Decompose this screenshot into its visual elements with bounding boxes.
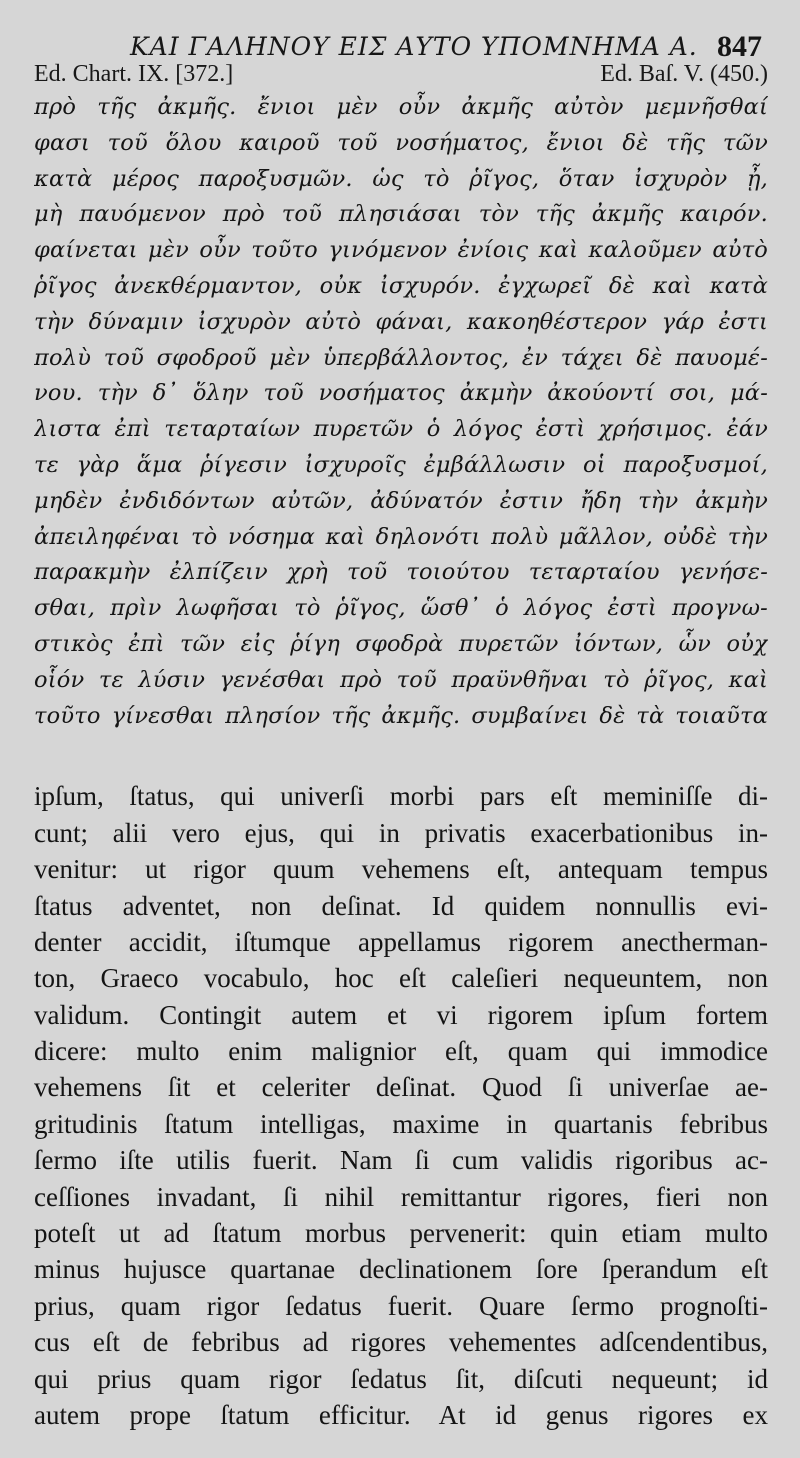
latin-text-block <box>34 778 768 1433</box>
greek-text-line: ἀπειληφέναι τὸ νόσημα καὶ δηλονότι πολὺ μᾶλλον, οὐδὲ τὴν <box>34 523 768 550</box>
greek-text-line: φασι τοῦ ὅλου καιροῦ τοῦ νοσήματος, ἔνιοι δὲ τῆς τῶν <box>34 129 768 156</box>
greek-text-line: ῥῖγος ἀνεκθέρμαντον, οὐκ ἰσχυρόν. ἐγχωρεῖ δὲ καὶ κατὰ <box>34 272 768 299</box>
greek-text-line: κατὰ μέρος παροξυσμῶν. ὡς τὸ ῥῖγος, ὅταν ἰσχυρὸν ᾖ, <box>34 165 768 192</box>
latin-text-line: cus eſt de febribus ad rigores vehementes adſcendentibus, <box>34 1327 768 1358</box>
edition-reference-line <box>34 60 768 88</box>
latin-text-line: autem prope ſtatum efficitur. At id genus rigores ex <box>34 1399 768 1430</box>
greek-text-line: στικὸς ἐπὶ τῶν εἰς ῥίγη σφοδρὰ πυρετῶν ἰόντων, ὧν οὐχ <box>34 630 768 657</box>
latin-text-line: ceſſiones invadant, ſi nihil remittantur rigores, fieri non <box>34 1181 768 1212</box>
greek-text-line: τοῦτο γίνεσθαι πλησίον τῆς ἀκμῆς. συμβαίνει δὲ τὰ τοιαῦτα <box>34 702 768 729</box>
greek-text-line: παρακμὴν ἐλπίζειν χρὴ τοῦ τοιούτου τεταρταίου γενήσε- <box>34 559 768 586</box>
latin-text-line: prius, quam rigor ſedatus fuerit. Quare ſermo prognoſti- <box>34 1290 768 1321</box>
latin-text-line: ipſum, ſtatus, qui univerſi morbi pars eſt meminiſſe di- <box>34 781 768 812</box>
latin-text-line: ſermo iſte utilis fuerit. Nam ſi cum validis rigoribus ac- <box>34 1145 768 1176</box>
edition-chartier-reference: Ed. Chart. IX. [372.] <box>34 61 234 87</box>
greek-text-line: τε γὰρ ἅμα ῥίγεσιν ἰσχυροῖς ἐμβάλλωσιν οἱ παροξυσμοί, <box>34 451 768 478</box>
running-title: ΚΑΙ ΓΑΛΗΝΟΥ ΕΙΣ ΑΥΤΟ ΥΠΟΜΝΗΜΑ Α. <box>130 32 698 61</box>
greek-text-line: μὴ παυόμενον πρὸ τοῦ πλησιάσαι τὸν τῆς ἀκμῆς καιρόν. <box>34 201 768 228</box>
latin-text-line: venitur: ut rigor quum vehemens eſt, antequam tempus <box>34 854 768 885</box>
greek-text-block <box>34 90 768 734</box>
latin-text-line: ſtatus adventet, non deſinat. Id quidem nonnullis evi- <box>34 890 768 921</box>
latin-text-line: vehemens ſit et celeriter deſinat. Quod ſi univerſae ae- <box>34 1072 768 1103</box>
latin-text-line: denter accidit, iſtumque appellamus rigorem anectherman- <box>34 926 768 957</box>
greek-text-line: οἷόν τε λύσιν γενέσθαι πρὸ τοῦ πραϋνθῆναι τὸ ῥῖγος, καὶ <box>34 666 768 693</box>
latin-text-line: dicere: multo enim malignior eſt, quam qui immodice <box>34 1036 768 1067</box>
greek-text-line: νου. τὴν δ᾽ ὅλην τοῦ νοσήματος ἀκμὴν ἀκούοντί σοι, μά- <box>34 380 768 407</box>
greek-text-line: λιστα ἐπὶ τεταρταίων πυρετῶν ὁ λόγος ἐστὶ χρήσιμος. ἐάν <box>34 416 768 443</box>
latin-text-line: gritudinis ſtatum intelligas, maxime in quartanis febribus <box>34 1108 768 1139</box>
greek-text-line: πρὸ τῆς ἀκμῆς. ἔνιοι μὲν οὖν ἀκμῆς αὐτὸν μεμνῆσθαί <box>34 94 768 120</box>
running-head <box>34 0 768 63</box>
greek-text-line: σθαι, πρὶν λωφῆσαι τὸ ῥῖγος, ὥσθ᾽ ὁ λόγος ἐστὶ προγνω- <box>34 595 768 622</box>
edition-basel-reference: Ed. Baſ. V. (450.) <box>600 61 768 87</box>
latin-text-line: validum. Contingit autem et vi rigorem ipſum fortem <box>34 999 768 1030</box>
page-number: 847 <box>717 30 762 63</box>
greek-text-line: πολὺ τοῦ σφοδροῦ μὲν ὑπερβάλλοντος, ἐν τάχει δὲ παυομέ- <box>34 344 768 371</box>
greek-text-line: φαίνεται μὲν οὖν τοῦτο γινόμενον ἐνίοις καὶ καλοῦμεν αὐτὸ <box>34 237 768 264</box>
latin-text-line: qui prius quam rigor ſedatus ſit, diſcuti nequeunt; id <box>34 1363 768 1394</box>
greek-text-line: μηδὲν ἐνδιδόντων αὐτῶν, ἀδύνατόν ἐστιν ἤδη τὴν ἀκμὴν <box>34 487 768 514</box>
latin-text-line: poteſt ut ad ſtatum morbus pervenerit: quin etiam multo <box>34 1218 768 1249</box>
latin-text-line: cunt; alii vero ejus, qui in privatis exacerbationibus in- <box>34 817 768 848</box>
latin-text-line: minus hujusce quartanae declinationem ſore ſperandum eſt <box>34 1254 768 1285</box>
greek-text-line: τὴν δύναμιν ἰσχυρὸν αὐτὸ φάναι, κακοηθέστερον γάρ ἐστι <box>34 308 768 335</box>
latin-text-line: ton, Graeco vocabulo, hoc eſt caleſieri nequeuntem, non <box>34 963 768 994</box>
